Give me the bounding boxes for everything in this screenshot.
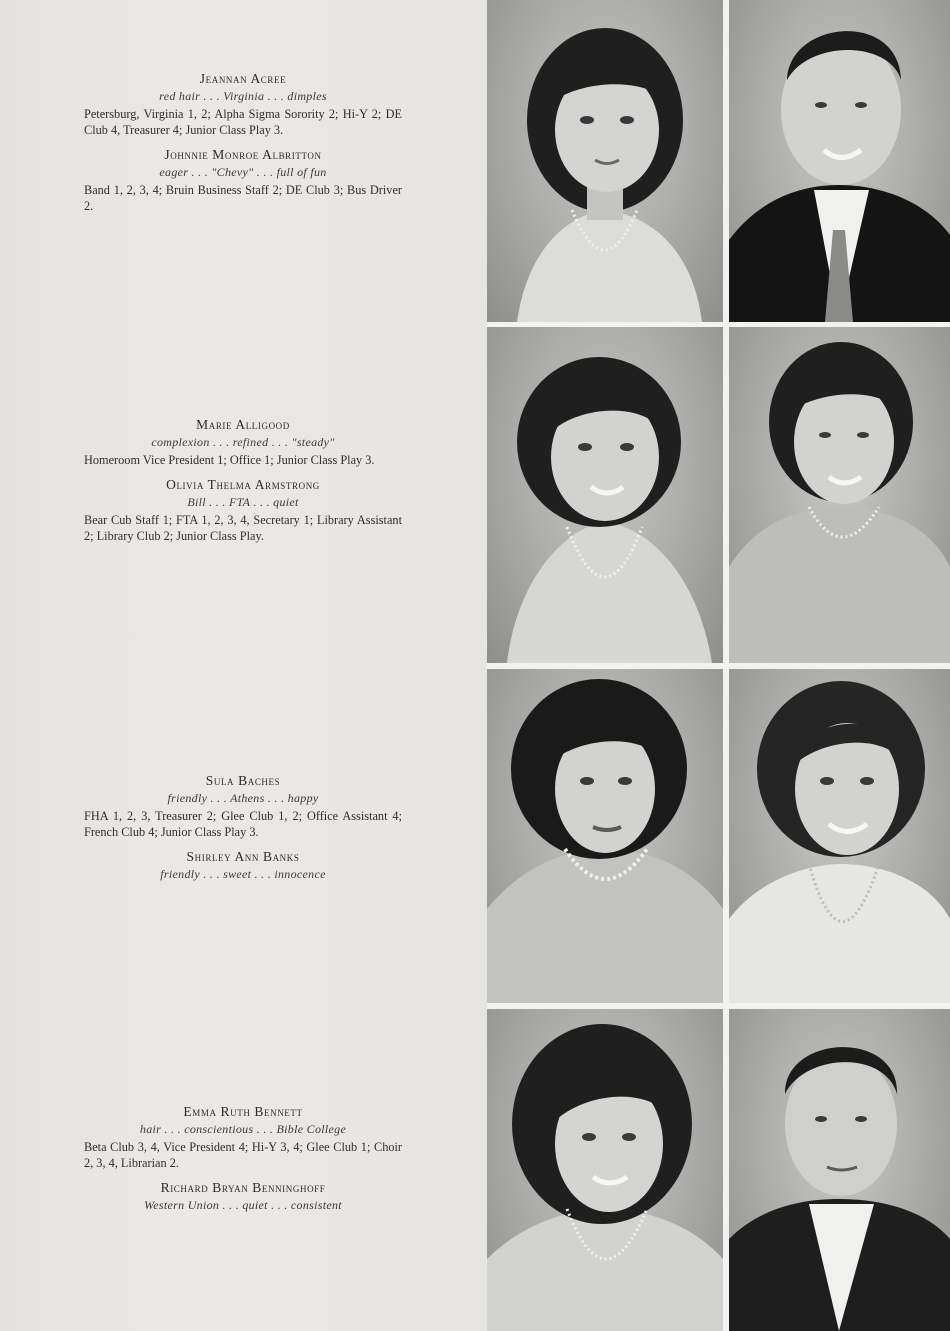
portrait-photo-armstrong [729,327,950,663]
portrait-photo-bennett [487,1009,723,1331]
portrait-photo-albritton [729,0,950,322]
student-motto: friendly . . . sweet . . . innocence [160,867,326,881]
student-motto: Western Union . . . quiet . . . consistent [144,1198,342,1212]
student-entry [84,1103,402,1171]
student-name: Emma Ruth Bennett [183,1104,303,1119]
portrait-photo-baches [487,669,723,1003]
portrait-male-image [729,1009,950,1331]
entry-group-4 [84,1103,402,1221]
student-activities: FHA 1, 2, 3, Treasurer 2; Glee Club 1, 2; Office Assistant 4; French Club 4; Junior Class Play 3. [84,809,402,839]
student-activities: Petersburg, Virginia 1, 2; Alpha Sigma Sorority 2; Hi-Y 2; DE Club 4, Treasurer 4; Junior Class Play 3. [84,107,402,137]
student-entry [84,848,402,882]
entry-group-1 [84,70,402,222]
portrait-photo-acree [487,0,723,322]
student-entry [84,772,402,840]
portrait-female-image [729,669,950,1003]
portrait-female-image [729,327,950,663]
student-name: Jeannan Acree [199,71,287,86]
portrait-photo-benninghoff [729,1009,950,1331]
portrait-photo-banks [729,669,950,1003]
student-motto: hair . . . conscientious . . . Bible College [139,1122,347,1136]
entry-group-3 [84,772,402,890]
student-activities: Beta Club 3, 4, Vice President 4; Hi-Y 3, 4; Glee Club 1; Choir 2, 3, 4, Librarian 2. [84,1140,402,1170]
portrait-male-image [729,0,950,322]
student-name: Richard Bryan Benninghoff [160,1180,326,1195]
student-name: Shirley Ann Banks [186,849,300,864]
student-entry [84,70,402,138]
student-entry [84,146,402,214]
student-motto: Bill . . . FTA . . . quiet [187,495,299,509]
entry-group-2 [84,416,402,552]
student-activities: Band 1, 2, 3, 4; Bruin Business Staff 2; DE Club 3; Bus Driver 2. [84,183,402,213]
student-motto: friendly . . . Athens . . . happy [167,791,319,805]
student-motto: complexion . . . refined . . . "steady" [151,435,335,449]
portrait-female-image [487,0,723,322]
student-name: Johnnie Monroe Albritton [164,147,322,162]
portrait-photo-alligood [487,327,723,663]
student-name: Marie Alligood [196,417,290,432]
student-entry [84,476,402,544]
portrait-female-image [487,1009,723,1331]
student-entry [84,416,402,468]
student-activities: Bear Cub Staff 1; FTA 1, 2, 3, 4, Secretary 1; Library Assistant 2; Library Club 2; Junior Class Play. [84,513,402,543]
portrait-female-image [487,669,723,1003]
student-motto: eager . . . "Chevy" . . . full of fun [159,165,327,179]
portrait-female-image [487,327,723,663]
student-name: Sula Baches [205,773,281,788]
photo-grid [487,0,950,1331]
student-motto: red hair . . . Virginia . . . dimples [159,89,327,103]
student-name: Olivia Thelma Armstrong [166,477,320,492]
student-activities: Homeroom Vice President 1; Office 1; Junior Class Play 3. [84,453,375,467]
student-entry [84,1179,402,1213]
